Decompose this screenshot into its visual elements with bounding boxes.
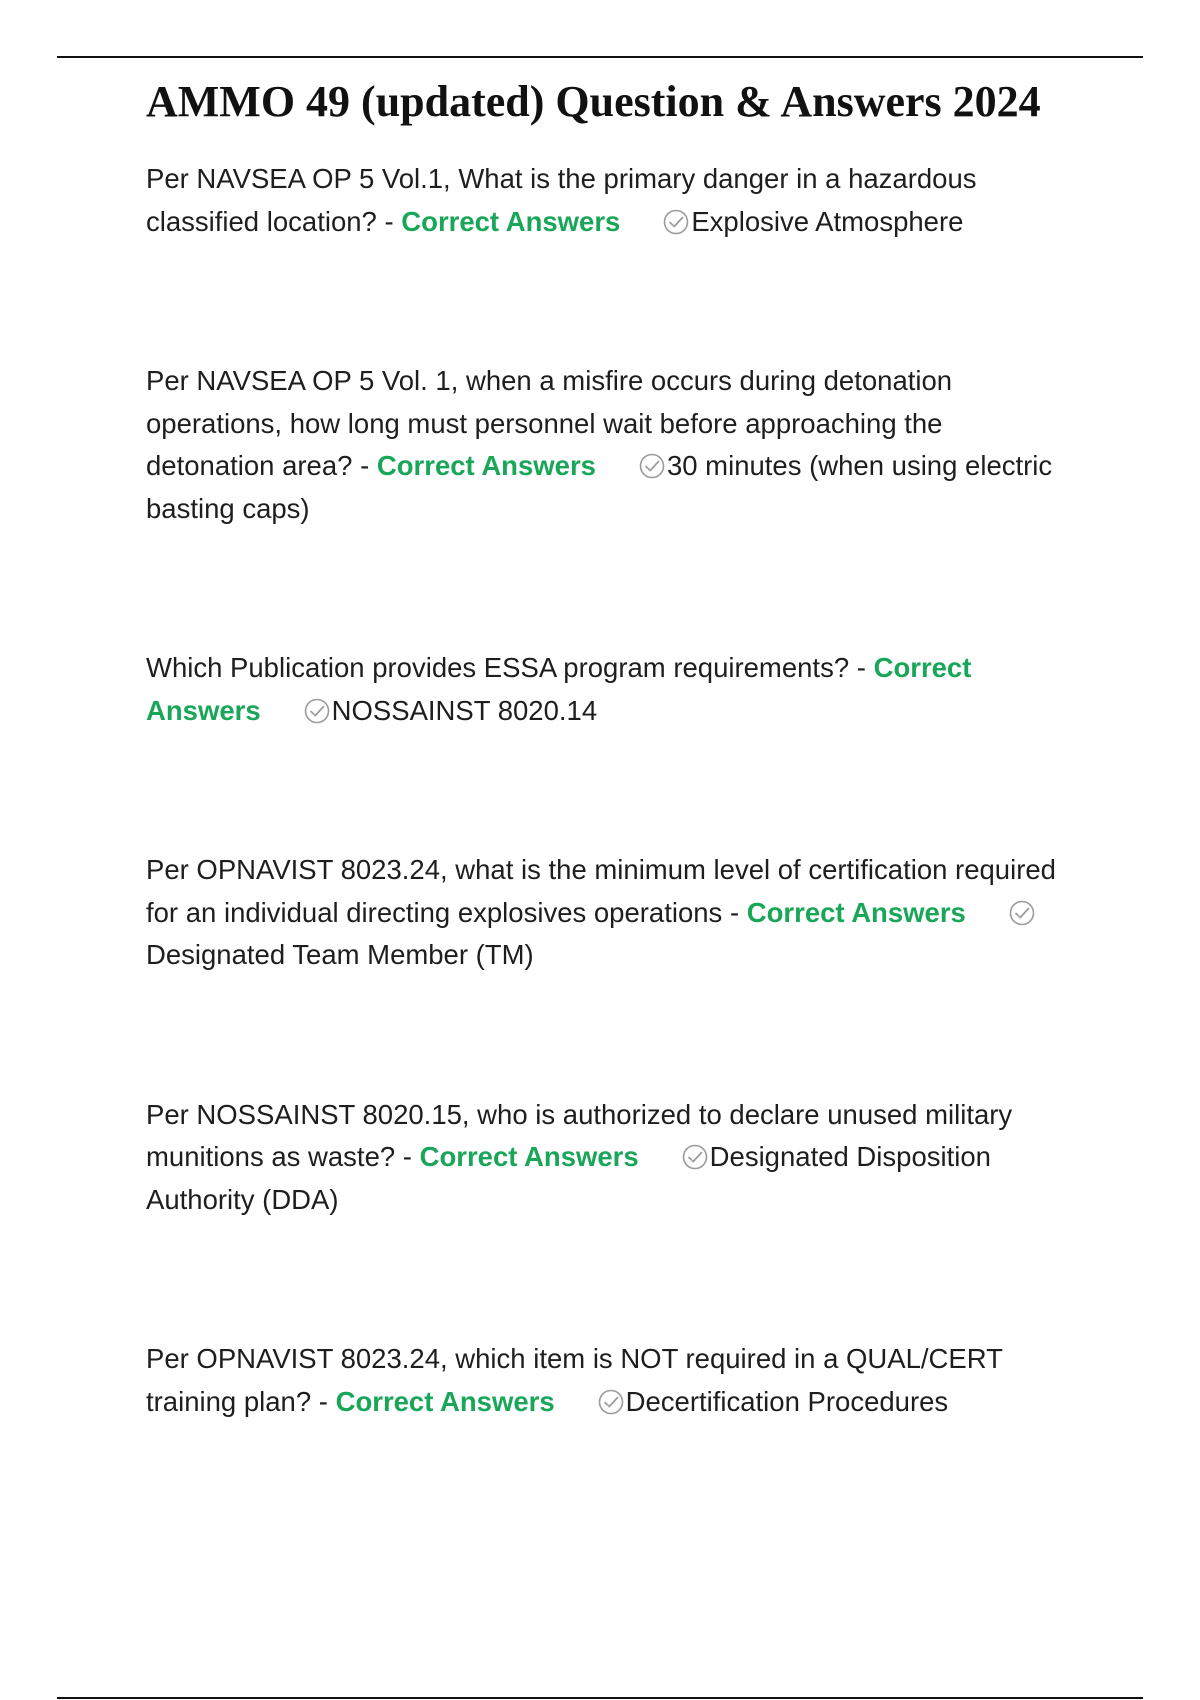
check-circle-icon <box>638 452 666 480</box>
check-circle-icon <box>681 1143 709 1171</box>
answer-text: Designated Team Member (TM) <box>146 939 534 970</box>
separator: - <box>311 1385 336 1417</box>
question-text: Per NAVSEA OP 5 Vol.1, What is the primary danger in a hazardous classified location? <box>146 163 977 237</box>
answer-text: 30 minutes (when using electric basting caps) <box>146 450 1053 524</box>
question-text: Per OPNAVIST 8023.24, which item is NOT required in a QUAL/CERT training plan? <box>146 1343 1003 1417</box>
check-circle-icon <box>303 697 331 725</box>
question-text: Per NOSSAINST 8020.15, who is authorized to declare unused military munitions as waste? <box>146 1098 1013 1172</box>
top-rule <box>57 56 1143 58</box>
answer-text: Explosive Atmosphere <box>691 205 964 237</box>
correct-answers-label: Correct Answers <box>746 896 966 928</box>
qa-item <box>146 849 1076 977</box>
separator: - <box>395 1141 420 1172</box>
check-circle-icon <box>1008 899 1036 927</box>
check-circle-icon <box>597 1388 625 1416</box>
separator: - <box>849 652 874 683</box>
qa-item <box>146 158 1076 243</box>
correct-answers-label: Correct Answers <box>401 205 621 237</box>
qa-item <box>146 1338 1076 1423</box>
correct-answers-label: Correct Answers <box>419 1141 639 1172</box>
separator: - <box>376 205 402 237</box>
correct-answers-label: Correct Answers <box>376 450 596 481</box>
check-circle-icon <box>662 208 690 236</box>
separator: - <box>352 450 377 481</box>
qa-item <box>146 1094 1076 1222</box>
qa-list <box>146 158 1076 1423</box>
answer-text: NOSSAINST 8020.14 <box>331 694 598 726</box>
qa-item <box>146 647 1076 732</box>
answer-text: Decertification Procedures <box>625 1385 949 1417</box>
document-title: AMMO 49 (updated) Question & Answers 2024 <box>146 77 1041 126</box>
correct-answers-label: Correct Answers <box>335 1385 555 1417</box>
bottom-rule <box>57 1697 1143 1699</box>
answer-text: Designated Disposition Authority (DDA) <box>146 1141 991 1215</box>
separator: - <box>722 896 747 928</box>
document-page <box>146 74 1076 1540</box>
question-text: Per NAVSEA OP 5 Vol. 1, when a misfire occurs during detonation operations, how long must personnel wait before approaching the detonation area? <box>146 365 953 481</box>
qa-item <box>146 360 1076 530</box>
correct-answers-label: Correct Answers <box>146 652 972 726</box>
question-text: Per OPNAVIST 8023.24, what is the minimum level of certification required for an individual directing explosives operations <box>146 854 1056 928</box>
question-text: Which Publication provides ESSA program requirements? <box>146 652 850 683</box>
